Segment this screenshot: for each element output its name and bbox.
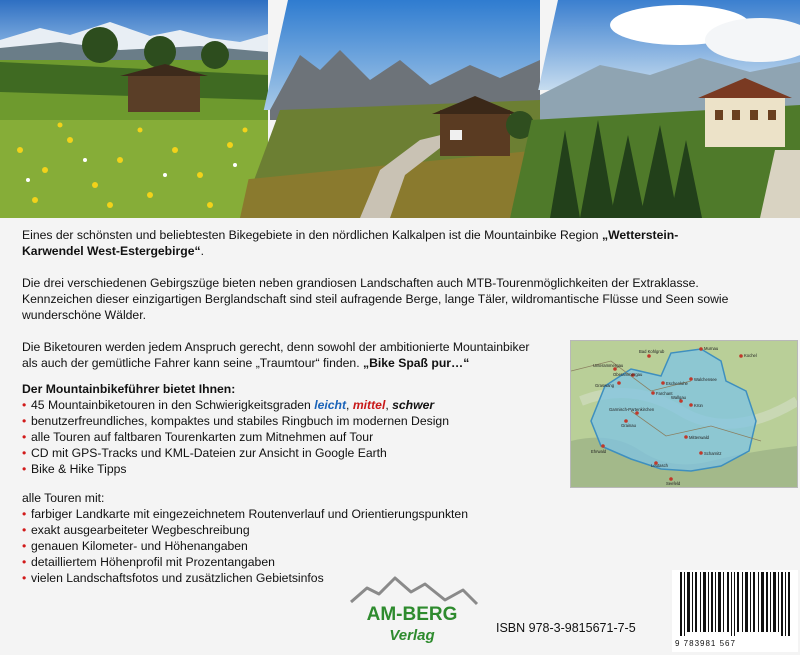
map-label: Seefeld — [666, 481, 681, 486]
grade-hard: schwer — [392, 398, 435, 412]
map-label: Farchant — [656, 391, 673, 396]
features-heading: Der Mountainbikeführer bietet Ihnen: — [22, 382, 236, 396]
region-name-part2: Karwendel West-Estergebirge“ — [22, 244, 201, 258]
map-label: Oberammergau — [613, 372, 643, 377]
intro-end: . — [200, 244, 204, 258]
tours-paragraph — [22, 339, 529, 371]
logo-subtitle: Verlag — [389, 627, 435, 644]
region-name-part1: „Wetterstein- — [601, 228, 679, 242]
landscape-paragraph — [22, 275, 728, 323]
intro-paragraph — [22, 227, 678, 259]
list-item: • vielen Landschaftsfotos und zusätzlichen Gebietsinfos — [22, 570, 468, 586]
map-label: Unterammergau — [593, 363, 624, 368]
map-label: Graswang — [595, 383, 615, 388]
map-label: Grainau — [621, 423, 636, 428]
logo-name: AM-BERG — [366, 604, 458, 625]
list-item: • Bike & Hike Tipps — [22, 461, 449, 477]
intro-line1: Eines der schönsten und beliebtesten Bikegebiete in den nördlichen Kalkalpen ist die Mountainbike Region — [22, 228, 602, 242]
photo-meadow — [0, 0, 268, 218]
list-item: • detailliertem Höhenprofil mit Prozentangaben — [22, 554, 468, 570]
list-item: • farbiger Landkarte mit eingezeichnetem Routenverlauf und Orientierungspunkten — [22, 506, 468, 522]
photo-strip — [0, 0, 800, 218]
tours-heading: alle Touren mit: — [22, 491, 105, 505]
para3-line2: als auch der gemütliche Fahrer kann seine „Traumtour“ finden. — [22, 356, 363, 370]
map-label: Murnau — [704, 346, 719, 351]
map-label: Mittenwald — [689, 435, 710, 440]
map-label: Wallgau — [671, 395, 686, 400]
barcode-digits: 9 783981 567 — [675, 639, 736, 648]
grade-easy: leicht — [314, 398, 347, 412]
features-item1-prefix: 45 Mountainbiketouren in den Schwierigkeitsgraden — [31, 398, 315, 412]
list-item: • 45 Mountainbiketouren in den Schwierigkeitsgraden leicht, mittel, schwer — [22, 397, 449, 413]
map-label: Leutasch — [651, 463, 668, 468]
list-item: • exakt ausgearbeiteter Wegbeschreibung — [22, 522, 468, 538]
grade-medium: mittel — [352, 398, 386, 412]
list-item: • benutzerfreundliches, kompaktes und stabiles Ringbuch im modernen Design — [22, 413, 449, 429]
map-label: Walchensee — [694, 377, 717, 382]
region-map-drawing — [571, 341, 797, 487]
slogan: „Bike Spaß pur…“ — [362, 356, 470, 370]
map-label: Eschenlohe — [666, 381, 688, 386]
map-label: Kochel — [744, 353, 757, 358]
list-item: • alle Touren auf faltbaren Tourenkarten zum Mitnehmen auf Tour — [22, 429, 449, 445]
map-label: Bad Kohlgrub — [639, 349, 665, 354]
publisher-logo — [345, 574, 480, 649]
map-label: Garmisch-Partenkirchen — [609, 407, 655, 412]
photo-mountain-house — [510, 0, 800, 218]
para2-line1: Die drei verschiedenen Gebirgszüge bieten neben grandiosen Landschaften auch MTB-Tourenmöglichkeiten der Extraklasse. — [22, 276, 699, 290]
para2-line2: Kennzeichen dieser einzigartigen Berglandschaft sind steil aufragende Berge, lange Täler, wildromantische Flüsse und Seen sowie — [22, 292, 729, 306]
features-list — [22, 397, 449, 477]
list-item: • CD mit GPS-Tracks und KML-Dateien zur Ansicht in Google Earth — [22, 445, 449, 461]
map-label: Ehrwald — [591, 449, 607, 454]
isbn-text: ISBN 978-3-9815671-7-5 — [496, 621, 636, 635]
features-section — [22, 381, 449, 477]
region-map — [570, 340, 798, 488]
para2-line3: wunderschöne Wälder. — [22, 308, 146, 322]
map-label: Scharnitz — [704, 451, 722, 456]
map-label: Krün — [694, 403, 703, 408]
para3-line1: Die Biketouren werden jedem Anspruch gerecht, denn sowohl der ambitionierte Mountainbiker — [22, 340, 530, 354]
barcode-bars — [672, 570, 798, 638]
logo-mountain-icon — [345, 574, 480, 649]
photo-mountain-path — [240, 0, 540, 218]
tours-section — [22, 490, 468, 586]
list-item: • genauen Kilometer- und Höhenangaben — [22, 538, 468, 554]
